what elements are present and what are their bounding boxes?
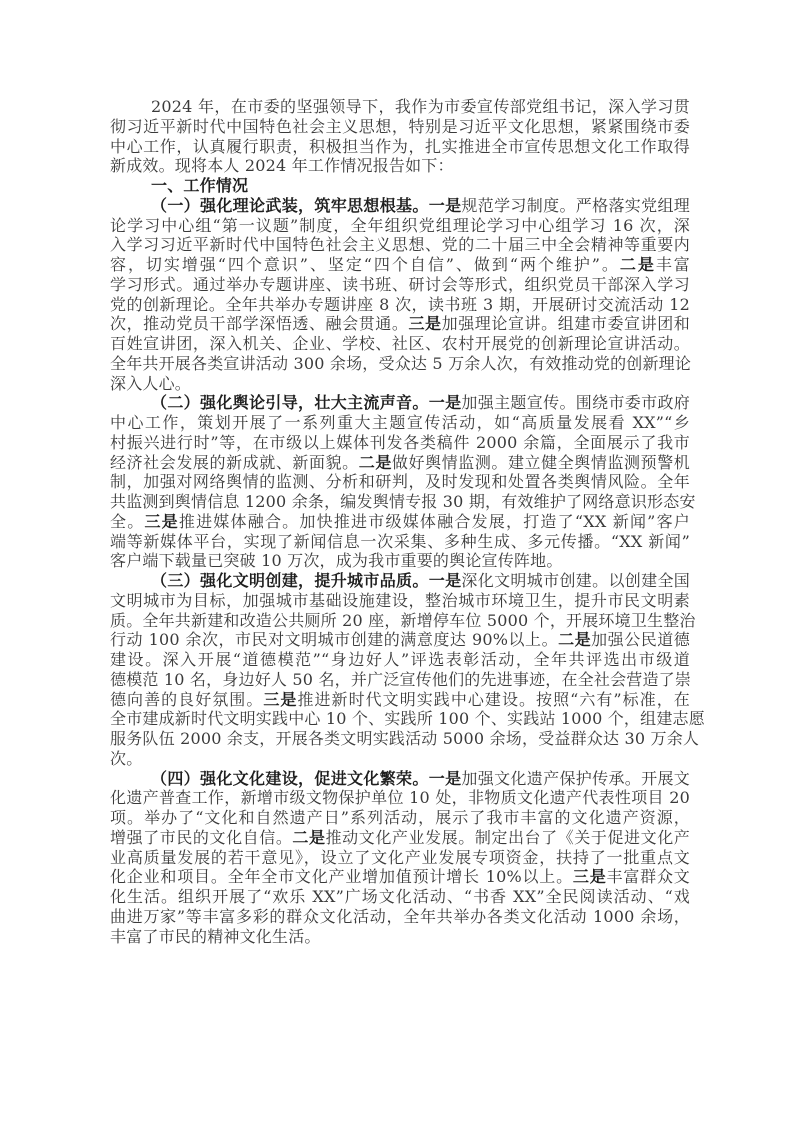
emphasis-label: 二是 (358, 452, 392, 472)
text-segment: 全市建成新时代文明实践中心 10 个、实践所 100 个、实践站 1000 个，组建志愿 (110, 709, 705, 729)
paragraph-line (110, 867, 690, 887)
text-segment: 化企业和项目。全年全市文化产业增加值预计增长 10%以上。 (110, 867, 573, 887)
paragraph-line (110, 492, 696, 512)
text-segment: 次，推动党员干部学深悟透、融会贯通。 (110, 314, 409, 334)
text-segment: 推进新时代文明实践中心建设。按照“六有”标准，在 (297, 689, 690, 709)
text-segment: 论学习中心组“第一议题”制度，全年组织党组理论学习中心组学习 16 次，深 (110, 215, 690, 235)
paragraph-line (110, 887, 690, 907)
section-heading: 一、工作情况 (151, 176, 249, 195)
text-segment: 行动 100 余次，市民对文明城市创建的满意度达 90%以上。 (110, 630, 559, 650)
paragraph-line (110, 374, 690, 394)
paragraph-line (110, 709, 705, 729)
paragraph-line (110, 729, 700, 749)
paragraph-line (110, 591, 690, 611)
paragraph-line (110, 512, 690, 532)
emphasis-label: 三是 (144, 511, 179, 531)
text-segment: 规范学习制度。严格落实党组理 (461, 195, 690, 215)
text-segment: 共监测到舆情信息 1200 余条，编发舆情专报 30 期，有效维护了网络意识形态安 (110, 492, 696, 511)
text-segment: 全。 (110, 511, 145, 531)
subsection-title: （一）强化理论武装，筑牢思想根基。 (151, 195, 429, 215)
text-segment: 做好舆情监测。建立健全舆情监测预警机 (391, 452, 690, 472)
emphasis-label: 三是 (572, 867, 607, 887)
text-segment: 容，切实增强“四个意识”、坚定“四个自信”、做到“两个维护”。 (110, 255, 620, 274)
text-segment: 质。全年共新建和改造公共厕所 20 座，新增停车位 5000 个，开展环境卫生整治 (110, 610, 696, 630)
text-segment: 全年共开展各类宣讲活动 300 余场，受众达 5 万余人次，有效推动党的创新理论 (110, 353, 692, 373)
paragraph-line (110, 314, 690, 334)
emphasis-label: 一是 (428, 393, 462, 413)
text-segment: 经济社会发展的新成就、新面貌。 (110, 452, 359, 472)
paragraph-line (110, 670, 690, 690)
section-paragraph (110, 196, 690, 394)
emphasis-label: 一是 (428, 195, 462, 215)
paragraph-line (110, 472, 690, 492)
text-segment: 业高质量发展的若干意见》，设立了文化产业发展专项资金，扶持了一批重点文 (110, 847, 690, 867)
intro-line: 新成效。现将本人 2024 年工作情况报告如下： (110, 156, 454, 176)
text-segment: 加强理论宣讲。组建市委宣讲团和 (441, 314, 690, 334)
emphasis-label: 二是 (292, 827, 326, 847)
intro-line: 彻习近平新时代中国特色社会主义思想，特别是习近平文化思想，紧紧围绕市委 (110, 116, 690, 136)
intro-paragraph (110, 97, 690, 176)
section-title-line (110, 393, 690, 413)
paragraph-line (110, 690, 690, 710)
emphasis-label: 三是 (263, 689, 298, 709)
paragraph-line (110, 413, 690, 433)
sections-container (110, 195, 705, 947)
paragraph-line (110, 749, 690, 769)
text-segment: 建设。深入开展“道德模范”“身边好人”评选表彰活动，全年共评选出市级道 (110, 650, 690, 669)
text-segment: 党的创新理论。全年共举办专题讲座 8 次，读书班 3 期，开展研讨交流活动 12 (110, 294, 690, 314)
paragraph-line (110, 334, 690, 354)
paragraph-line (110, 433, 690, 453)
emphasis-label: 二是 (558, 630, 592, 650)
paragraph-line (110, 275, 690, 295)
paragraph-line (110, 848, 690, 868)
paragraph-line (110, 255, 690, 275)
text-segment: 入学习习近平新时代中国特色社会主义思想、党的二十届三中全会精神等重要内 (110, 235, 690, 255)
paragraph-line (110, 551, 690, 571)
subsection-title: （四）强化文化建设，促进文化繁荣。 (151, 768, 429, 788)
emphasis-label: 一是 (428, 768, 462, 788)
paragraph-line (110, 650, 690, 670)
section-title-line (110, 571, 690, 591)
text-segment: 加强公民道德 (591, 630, 690, 650)
text-segment: 加强主题宣传。围绕市委市政府 (461, 393, 690, 413)
emphasis-label: 二是 (619, 255, 656, 274)
text-segment: 文明城市为目标，加强城市基础设施建设，整治城市环境卫生，提升市民文明素 (110, 590, 690, 610)
paragraph-line (110, 610, 696, 631)
section-paragraph (110, 769, 690, 947)
text-segment: 服务队伍 2000 余支，开展各类文明实践活动 5000 余场，受益群众达 30 万余人 (110, 729, 700, 748)
paragraph-line (110, 216, 690, 236)
text-segment: 村振兴进行时”等，在市级以上媒体刊发各类稿件 2000 余篇，全面展示了我市 (110, 432, 690, 452)
section-paragraph (110, 571, 705, 769)
paragraph-line (110, 295, 690, 315)
text-segment: 增强了市民的文化自信。 (110, 827, 293, 847)
text-segment: 化遗产普查工作，新增市级文物保护单位 10 处，非物质文化遗产代表性项目 20 (110, 788, 690, 808)
paragraph-line (110, 630, 690, 650)
section-title-line (110, 196, 690, 216)
intro-line: 2024 年，在市委的坚强领导下，我作为市委宣传部党组书记，深入学习贯 (151, 97, 690, 116)
section-paragraph (110, 393, 696, 571)
text-segment: 学习形式。通过举办专题讲座、读书班、研讨会等形式，组织党员干部深入学习 (110, 274, 690, 294)
subsection-title: （三）强化文明创建，提升城市品质。 (151, 571, 429, 590)
text-segment: 丰富群众文 (606, 867, 690, 887)
document-body (110, 97, 705, 946)
text-segment: 客户端下载量已突破 10 万次，成为我市重要的舆论宣传阵地。 (110, 551, 563, 571)
text-segment: 次。 (110, 748, 143, 768)
paragraph-line (110, 927, 690, 947)
text-segment: 中心工作，策划开展了一系列重大主题宣传活动，如“高质量发展看 XX”“乡 (110, 413, 690, 432)
paragraph-line (110, 532, 690, 552)
text-segment: 端等新媒体平台，实现了新闻信息一次采集、多种生成、多元传播。“XX 新闻” (110, 531, 690, 551)
intro-line: 中心工作，认真履行职责，积极担当作为，扎实推进全市宣传思想文化工作取得 (110, 136, 690, 156)
text-segment: 制，加强对网络舆情的监测、分析和研判，及时发现和处置各类舆情风险。全年 (110, 472, 690, 492)
text-segment: 深入人心。 (110, 373, 192, 393)
paragraph-line (110, 828, 690, 848)
paragraph-line (110, 453, 690, 473)
text-segment: 深化文明城市创建。以创建全国 (461, 571, 690, 590)
paragraph-line (110, 808, 690, 828)
text-segment: 化生活。组织开展了“欢乐 XX”广场文化活动、“书香 XX”全民阅读活动、“戏 (110, 887, 690, 906)
text-segment: 推动文化产业发展。制定出台了《关于促进文化产 (325, 827, 690, 847)
text-segment: 丰富了市民的精神文化生活。 (110, 926, 321, 946)
paragraph-line (110, 235, 690, 255)
text-segment: 加强文化遗产保护传承。开展文 (461, 768, 690, 788)
subsection-title: （二）强化舆论引导，壮大主流声音。 (151, 393, 429, 413)
paragraph-line (110, 354, 690, 374)
text-segment: 丰富 (655, 255, 691, 274)
text-segment: 推进媒体融合。加快推进市级媒体融合发展，打造了“XX 新闻”客户 (178, 511, 690, 531)
text-segment: 百姓宣讲团，深入机关、企业、学校、社区、农村开展党的创新理论宣讲活动。 (110, 334, 690, 353)
paragraph-line (110, 788, 690, 808)
emphasis-label: 一是 (428, 571, 462, 590)
text-segment: 项。举办了“文化和自然遗产日”系列活动，展示了我市丰富的文化遗产资源， (110, 808, 690, 827)
paragraph-line (110, 907, 690, 927)
section-title-line (110, 769, 690, 789)
text-segment: 德模范 10 名，身边好人 50 名，并广泛宣传他们的先进事迹，在全社会营造了崇 (110, 669, 692, 689)
emphasis-label: 三是 (408, 314, 442, 334)
text-segment: 曲进万家”等丰富多彩的群众文化活动，全年共举办各类文化活动 1000 余场， (110, 906, 690, 926)
text-segment: 德向善的良好氛围。 (110, 689, 264, 709)
